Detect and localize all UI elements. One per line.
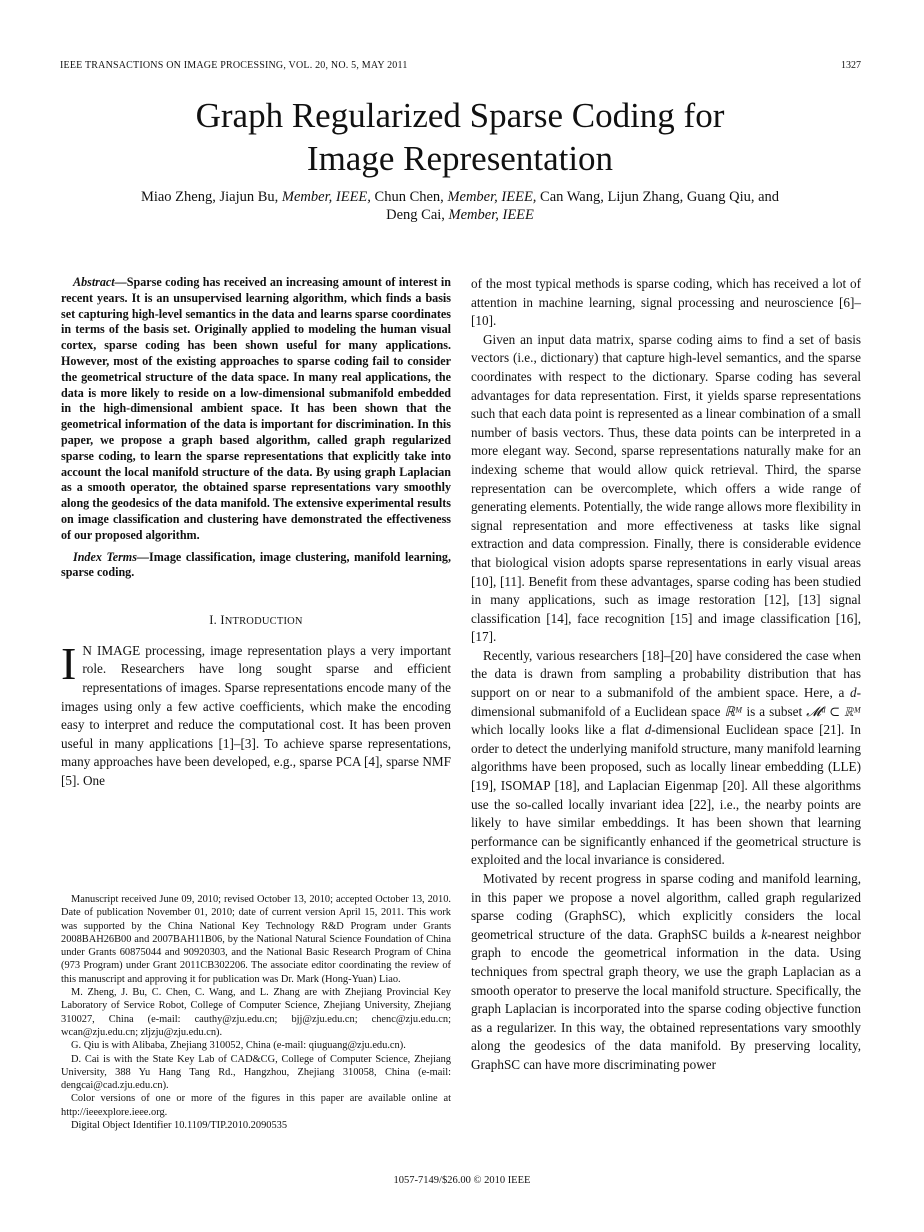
paragraph-manifold-part-a: Recently, various researchers [18]–[20] have considered the case when the data is drawn from sampling a probability distribution that has support on or near to a submanifold of the ambient space. Here, a [471, 647, 861, 701]
index-terms [61, 550, 451, 582]
author-7: Deng Cai, [386, 207, 445, 223]
footnote-color: Color versions of one or more of the figures in this paper are available online at http://ieeexplore.ieee.org. [61, 1093, 451, 1118]
abstract-text: Sparse coding has received an increasing amount of interest in recent years. It is an unsupervised learning algorithm, which finds a basis set capturing high-level semantics in the data and learns sparse coordinates in terms of the basis set. Originally applied to modeling the human visual cortex, sparse coding has been shown useful for many applications. However, most of the existing approaches to sparse coding fail to consider the geometrical structure of the data space. In many real applications, the data is more likely to reside on a low-dimensional submanifold embedded in the high-dimensional ambient space. It has been shown that the geometrical information of the data is important for discrimination. In this paper, we propose a graph based algorithm, called graph regularized sparse coding, to learn the sparse representations that explicitly take into account the local manifold structure of the data. By using graph Laplacian as a smooth operator, the obtained sparse representations vary smoothly along the geodesics of the data manifold. The extensive experimental results on image classification and clustering have demonstrated the effectiveness of our proposed algorithm. [61, 275, 451, 542]
footnote-affiliation-3: D. Cai is with the State Key Lab of CAD&CG, College of Computer Science, Zhejiang University, 388 Yu Hang Tang Rd., Hangzhou, Zhejiang 310058, China (e-mail: dengcai@cad.zju.edu.cn). [61, 1053, 451, 1092]
paragraph-graphsc-part-a: Motivated by recent progress in sparse coding and manifold learning, in this paper we propose a novel algorithm, called graph regularized sparse coding (GraphSC), which explicitly considers the local geometrical structure of the data. GraphSC builds a [471, 871, 861, 942]
index-terms-text: Image classification, image clustering, manifold learning, sparse coding. [61, 549, 451, 580]
math-d: d [850, 685, 857, 701]
section-heading [61, 611, 451, 632]
drop-cap: I [61, 637, 77, 689]
paragraph-sparse-coding: Given an input data matrix, sparse coding aims to find a set of basis vectors (i.e., dictionary) that capture high-level semantics, and the sparse coordinates with respect to the dictionary. Sparse coding has several advantages for data representation. First, it yields sparse representations such that each data point is represented as a linear combination of a small number of basis vectors. Thus, these data points can be interpreted in a more elegant way. Second, sparse representations naturally make for an indexing scheme that would allow quick retrieval. Third, the sparse representation can be overcomplete, which offers a wide range of generating elements. Potentially, the wide range allows more flexibility in signal representation and more effectiveness at tasks like signal extraction and data compression. Finally, there is considerable evidence that biological vision adopts sparse representations in early visual areas [10], [11]. Benefit from these advantages, sparse coding has been studied in many applications, such as image restoration [12], [13] signal classification [14], face recognition [15] and image classification [16], [17]. [471, 331, 861, 645]
abstract-lead: Abstract— [73, 275, 127, 289]
section-title-first: I [220, 613, 225, 628]
math-d-2: d [644, 722, 652, 738]
title-line-2: Image Representation [306, 139, 614, 178]
author-2-role: Member, IEEE, [281, 189, 371, 205]
paragraph-manifold-part-d: which locally looks like a flat [471, 722, 645, 738]
abstract [61, 275, 451, 544]
author-6: Guang Qiu, and [686, 189, 780, 205]
math-k: k [761, 926, 768, 942]
author-1: Miao Zheng, [140, 189, 216, 205]
paragraph-graphsc [471, 870, 861, 1075]
paragraph-manifold [471, 647, 861, 870]
right-column [471, 275, 861, 1075]
author-3: Chun Chen, [374, 189, 444, 205]
author-5: Lijun Zhang, [607, 189, 684, 205]
paragraph-graphsc-part-b: -nearest neighbor graph to encode the geometrical information in the data. Using techniques from spectral graph theory, we use the graph Laplacian as a smooth operator to preserve the local manifold structure. Specifically, the graph Laplacian is incorporated into the sparse coding objective function as a regularizer. In this way, the obtained representations vary smoothly along the geodesics of the data manifold. By preserving locality, GraphSC can have more discriminating power [471, 926, 861, 1072]
intro-paragraph [61, 637, 451, 791]
author-3-role: Member, IEEE, [447, 189, 537, 205]
section-number: I. [209, 613, 217, 628]
author-2: Jiajun Bu, [219, 189, 279, 205]
math-rm: ℝᴹ [724, 703, 743, 719]
footnote-affiliation-1: M. Zheng, J. Bu, C. Chen, C. Wang, and L. Zhang are with Zhejiang Provincial Key Laboratory of Service Robot, College of Computer Science, Zhejiang University, Zhejiang 310027, China (e-mail: cauthy@zju.edu.cn; bjj@zju.edu.cn; chenc@zju.edu.cn; wcan@zju.edu.cn; zljzju@zju.edu.cn). [61, 987, 451, 1038]
author-list [60, 188, 860, 224]
index-terms-lead: Index Terms— [73, 549, 150, 564]
paper-title [60, 94, 860, 180]
paragraph-manifold-part-b: -dimensional submanifold of a Euclidean space [471, 685, 861, 719]
author-7-role: Member, IEEE [448, 207, 534, 223]
page-number: 1327 [841, 60, 861, 71]
paragraph-manifold-part-c: is a subset [742, 703, 807, 719]
paragraph-continuation: of the most typical methods is sparse coding, which has received a lot of attention in machine learning, signal processing and neuroscience [6]–[10]. [471, 276, 861, 329]
footnotes [61, 893, 451, 1132]
footnote-doi: Digital Object Identifier 10.1109/TIP.2010.2090535 [71, 1120, 288, 1132]
left-column [61, 275, 451, 790]
paragraph-manifold-part-e: -dimensional Euclidean space [21]. In order to detect the underlying manifold structure, many manifold learning algorithms have been proposed, such as locally linear embedding (LLE) [19], ISOMAP [18], and Laplacian Eigenmap [20]. All these algorithms use the so-called locally invariant idea [22], i.e., the nearby points are likely to have similar embeddings. It has been shown that learning performance can be significantly enhanced if the geometrical structure is exploited and the local invariance is considered. [471, 722, 861, 868]
intro-text: N IMAGE processing, image representation plays a very important role. Researchers have long sought sparse and efficient representations of images. Sparse representations encode many of the images using only a few active coefficients, which make the encoding easy to interpret and reduce the computational cost. It has been proven useful in many applications [1]–[3]. To achieve sparse representations, many approaches have been developed, e.g., sparse PCA [4], sparse NMF [5]. One [61, 642, 451, 788]
section-title-rest: NTRODUCTION [224, 616, 303, 628]
footnote-manuscript: Manuscript received June 09, 2010; revised October 13, 2010; accepted October 13, 2010. Date of publication November 01, 2010; date of current version April 15, 2011. This work was supported by the China National Key Technology R&D Program under Grants 2008BAH26B00 and 2007BAH11B06, by the National Natural Science Foundation of China under Grants 60875044 and 90920303, and the National Basic Research Program of China (973 Program) under Grant 2011CB302206. The associate editor coordinating the review of this manuscript and approving it for publication was Dr. Mark (Hong-Yuan) Liao. [61, 894, 451, 985]
math-md-subset: 𝓜ᵈ ⊂ ℝᴹ [806, 703, 861, 719]
author-4: Can Wang, [540, 189, 604, 205]
title-line-1: Graph Regularized Sparse Coding for [195, 96, 725, 135]
journal-header: IEEE TRANSACTIONS ON IMAGE PROCESSING, VOL. 20, NO. 5, MAY 2011 [60, 60, 408, 71]
copyright-footer: 1057-7149/$26.00 © 2010 IEEE [393, 1175, 531, 1186]
footnote-affiliation-2: G. Qiu is with Alibaba, Zhejiang 310052, China (e-mail: qiuguang@zju.edu.cn). [71, 1040, 406, 1052]
